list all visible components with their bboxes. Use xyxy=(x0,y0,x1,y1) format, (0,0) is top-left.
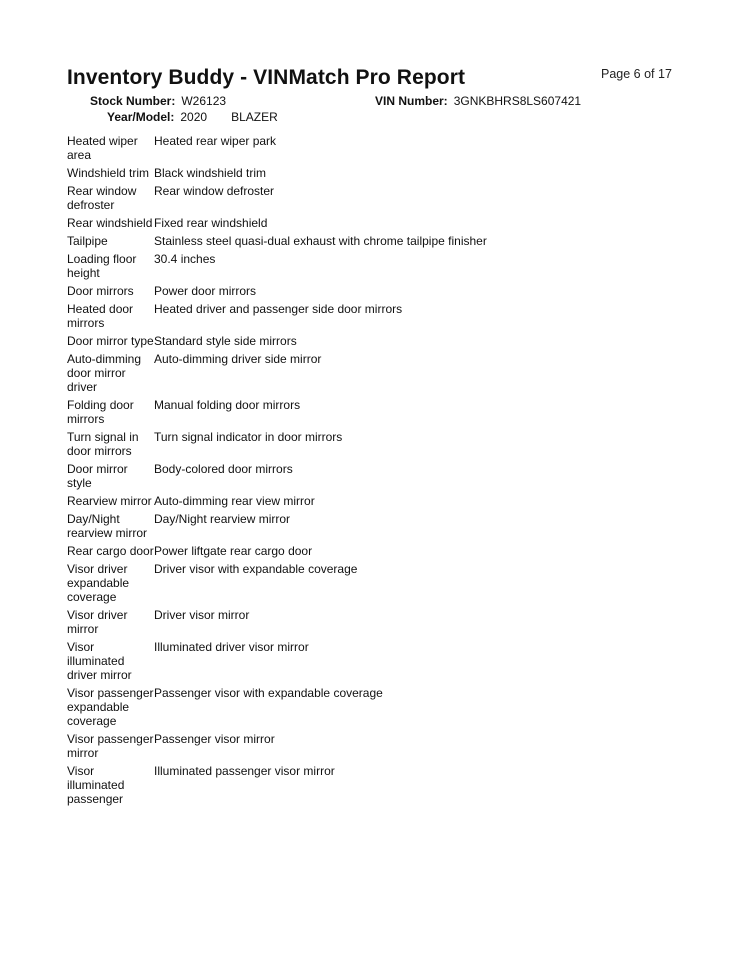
feature-value: Black windshield trim xyxy=(154,166,267,180)
feature-label: Auto-dimming door mirror driver xyxy=(67,352,142,394)
feature-value: Body-colored door mirrors xyxy=(154,462,293,476)
feature-row xyxy=(67,234,687,248)
feature-row xyxy=(67,732,687,760)
feature-label: Windshield trim xyxy=(67,166,150,180)
feature-label: Rear cargo door xyxy=(67,544,154,558)
feature-label: Day/Night rearview mirror xyxy=(67,512,148,540)
model-value: BLAZER xyxy=(231,110,278,124)
feature-value: Auto-dimming rear view mirror xyxy=(154,494,315,508)
feature-label: Visor illuminated passenger xyxy=(67,764,125,806)
feature-label: Heated door mirrors xyxy=(67,302,134,330)
feature-row xyxy=(67,334,687,348)
feature-row xyxy=(67,398,687,426)
feature-label: Door mirror type xyxy=(67,334,154,348)
feature-row xyxy=(67,462,687,490)
feature-value: Heated rear wiper park xyxy=(154,134,277,148)
feature-label: Visor driver mirror xyxy=(67,608,128,636)
feature-value: Passenger visor mirror xyxy=(154,732,275,746)
feature-row xyxy=(67,544,687,558)
feature-label: Visor illuminated driver mirror xyxy=(67,640,132,682)
feature-label: Rear window defroster xyxy=(67,184,137,212)
feature-value: Illuminated passenger visor mirror xyxy=(154,764,335,778)
report-title: Inventory Buddy - VINMatch Pro Report xyxy=(67,66,466,89)
feature-row xyxy=(67,608,687,636)
feature-row xyxy=(67,284,687,298)
year-model xyxy=(107,110,278,124)
feature-value: Manual folding door mirrors xyxy=(154,398,301,412)
stock-number-value: W26123 xyxy=(181,94,227,108)
feature-value: Auto-dimming driver side mirror xyxy=(154,352,322,366)
feature-label: Tailpipe xyxy=(67,234,108,248)
feature-row xyxy=(67,430,687,458)
feature-value: Fixed rear windshield xyxy=(154,216,268,230)
feature-row xyxy=(67,216,687,230)
feature-label: Door mirrors xyxy=(67,284,134,298)
feature-label: Loading floor height xyxy=(67,252,137,280)
stock-number xyxy=(90,94,226,108)
year-model-label: Year/Model: xyxy=(107,110,175,124)
vin-number xyxy=(375,94,581,108)
page-number: Page 6 of 17 xyxy=(601,67,672,81)
feature-value: Power liftgate rear cargo door xyxy=(154,544,313,558)
feature-label: Door mirror style xyxy=(67,462,128,490)
feature-value: Driver visor with expandable coverage xyxy=(154,562,358,576)
feature-value: Heated driver and passenger side door mirrors xyxy=(154,302,403,316)
feature-list xyxy=(67,134,687,810)
feature-value: 30.4 inches xyxy=(154,252,216,266)
vin-number-value: 3GNKBHRS8LS607421 xyxy=(453,94,582,108)
feature-row xyxy=(67,494,687,508)
stock-number-label: Stock Number: xyxy=(90,94,176,108)
feature-value: Standard style side mirrors xyxy=(154,334,297,348)
vin-number-label: VIN Number: xyxy=(375,94,448,108)
feature-value: Rear window defroster xyxy=(154,184,275,198)
feature-label: Folding door mirrors xyxy=(67,398,134,426)
feature-value: Power door mirrors xyxy=(154,284,257,298)
feature-value: Day/Night rearview mirror xyxy=(154,512,291,526)
feature-row xyxy=(67,562,687,604)
feature-label: Heated wiper area xyxy=(67,134,138,162)
year-value: 2020 xyxy=(180,110,208,124)
feature-value: Illuminated driver visor mirror xyxy=(154,640,309,654)
feature-value: Turn signal indicator in door mirrors xyxy=(154,430,343,444)
feature-label: Visor passenger expandable coverage xyxy=(67,686,154,728)
feature-value: Passenger visor with expandable coverage xyxy=(154,686,383,700)
feature-row xyxy=(67,302,687,330)
feature-row xyxy=(67,252,687,280)
feature-row xyxy=(67,764,687,806)
feature-label: Visor driver expandable coverage xyxy=(67,562,130,604)
feature-row xyxy=(67,134,687,162)
feature-label: Rear windshield xyxy=(67,216,153,230)
feature-label: Visor passenger mirror xyxy=(67,732,154,760)
feature-row xyxy=(67,184,687,212)
feature-row xyxy=(67,686,687,728)
feature-label: Rearview mirror xyxy=(67,494,152,508)
feature-value: Driver visor mirror xyxy=(154,608,250,622)
feature-row xyxy=(67,352,687,394)
feature-row xyxy=(67,166,687,180)
feature-value: Stainless steel quasi-dual exhaust with chrome tailpipe finisher xyxy=(154,234,487,248)
feature-row xyxy=(67,512,687,540)
feature-label: Turn signal in door mirrors xyxy=(67,430,139,458)
feature-row xyxy=(67,640,687,682)
